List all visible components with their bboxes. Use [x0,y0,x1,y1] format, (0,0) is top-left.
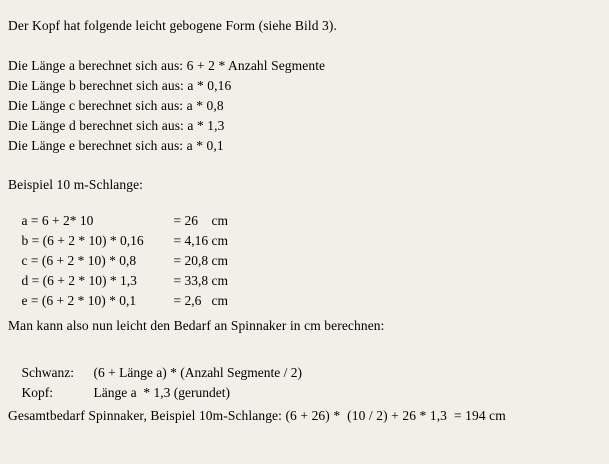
need-value: Länge a * 1,3 (gerundet) [93,385,230,400]
calculation-expression: d = (6 + 2 * 10) * 1,3 [21,273,137,288]
calculation-result: = 2,6 cm [173,293,228,308]
total-requirement-line: Gesamtbedarf Spinnaker, Beispiel 10m-Schlange: (6 + 26) * (10 / 2) + 26 * 1,3 = 194 cm [8,408,506,423]
calculation-expression: b = (6 + 2 * 10) * 0,16 [21,233,144,248]
calculation-row [8,278,228,323]
calculation-result: = 20,8 cm [173,253,228,268]
formula-line-e: Die Länge e berechnet sich aus: a * 0,1 [8,138,224,153]
example-heading: Beispiel 10 m-Schlange: [8,177,144,192]
intro-paragraph: Der Kopf hat folgende leicht gebogene Form (siehe Bild 3). [8,18,337,33]
calculation-expression: c = (6 + 2 * 10) * 0,8 [21,253,137,268]
calculation-expression: a = 6 + 2* 10 [21,213,94,228]
formula-line-a: Die Länge a berechnet sich aus: 6 + 2 * Anzahl Segmente [8,58,326,73]
summary-sentence: Man kann also nun leicht den Bedarf an Spinnaker in cm berechnen: [8,318,385,333]
need-value: (6 + Länge a) * (Anzahl Segmente / 2) [93,365,303,380]
formula-line-c: Die Länge c berechnet sich aus: a * 0,8 [8,98,224,113]
calculation-result: = 33,8 cm [173,273,228,288]
formula-line-b: Die Länge b berechnet sich aus: a * 0,16 [8,78,232,93]
calculation-expression: e = (6 + 2 * 10) * 0,1 [21,293,137,308]
need-label: Kopf: [21,385,53,400]
formula-line-d: Die Länge d berechnet sich aus: a * 1,3 [8,118,225,133]
need-label: Schwanz: [21,365,74,380]
calculation-result: = 4,16 cm [173,233,228,248]
calculation-result: = 26 cm [173,213,228,228]
